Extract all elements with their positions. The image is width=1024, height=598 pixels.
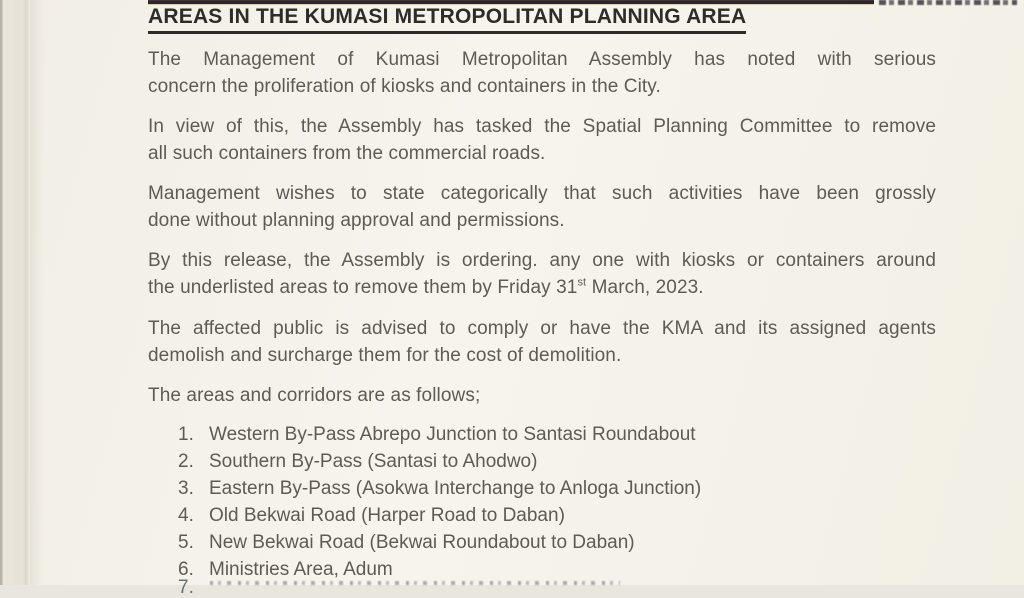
paragraph-line: demolish and surcharge them for the cost of demolition. (148, 345, 622, 366)
list-item-number: 2. (178, 451, 194, 472)
paragraph-line (148, 274, 936, 301)
list-item-number: 5. (178, 532, 194, 553)
list-item (178, 475, 938, 502)
list-item-number: 7. (178, 577, 194, 598)
deadline-date: March, 2023. (586, 277, 704, 298)
list-item (178, 529, 938, 556)
paragraph-line: done without planning approval and permissions. (148, 210, 565, 231)
cutoff-heading-underline (148, 0, 874, 4)
ordinal-superscript: st (577, 276, 587, 289)
paragraph-line: Management wishes to state categorically that such activities have been grossly (148, 183, 936, 204)
list-item-label: Old Bekwai Road (Harper Road to Daban) (209, 505, 565, 526)
list-intro: The areas and corridors are as follows; (148, 385, 481, 406)
paragraph-line: all such containers from the commercial roads. (148, 143, 546, 164)
list-item (178, 448, 938, 475)
list-item-label: Ministries Area, Adum (209, 559, 393, 580)
paragraph-line: By this release, the Assembly is ordering. any one with kiosks or containers around (148, 250, 936, 271)
paragraph-line: concern the proliferation of kiosks and containers in the City. (148, 76, 661, 97)
list-item-label: New Bekwai Road (Bekwai Roundabout to Daban) (209, 532, 635, 553)
notice-paragraph-2 (148, 113, 936, 167)
cutoff-list-item-7-text-fragment (210, 581, 620, 585)
list-item-label: Western By-Pass Abrepo Junction to Santasi Roundabout (209, 424, 696, 445)
list-item-number: 4. (178, 505, 194, 526)
notice-paragraph-3 (148, 180, 936, 234)
cutoff-list-item-7 (178, 578, 209, 597)
areas-list (178, 421, 938, 583)
list-item-label: Eastern By-Pass (Asokwa Interchange to Anloga Junction) (209, 478, 702, 499)
list-item-number: 3. (178, 478, 194, 499)
list-item (178, 556, 938, 583)
deadline-text: the underlisted areas to remove them by Friday 31 (148, 277, 578, 298)
paragraph-line: The Management of Kumasi Metropolitan Assembly has noted with serious (148, 49, 936, 70)
cutoff-heading-text-fragment (879, 0, 1017, 5)
list-item (178, 502, 938, 529)
list-item (178, 421, 938, 448)
scan-edge-strip (0, 0, 30, 585)
list-item-number: 6. (178, 559, 194, 580)
notice-paragraph-5 (148, 315, 936, 369)
notice-paragraph-4 (148, 247, 936, 301)
notice-heading: AREAS IN THE KUMASI METROPOLITAN PLANNING AREA (148, 5, 746, 34)
notice-paragraph-1 (148, 46, 936, 100)
list-item-number: 1. (178, 424, 194, 445)
paragraph-line: The affected public is advised to comply or have the KMA and its assigned agents (148, 318, 936, 339)
paragraph-line: In view of this, the Assembly has tasked the Spatial Planning Committee to remove (148, 116, 936, 137)
list-item-label: Southern By-Pass (Santasi to Ahodwo) (209, 451, 538, 472)
